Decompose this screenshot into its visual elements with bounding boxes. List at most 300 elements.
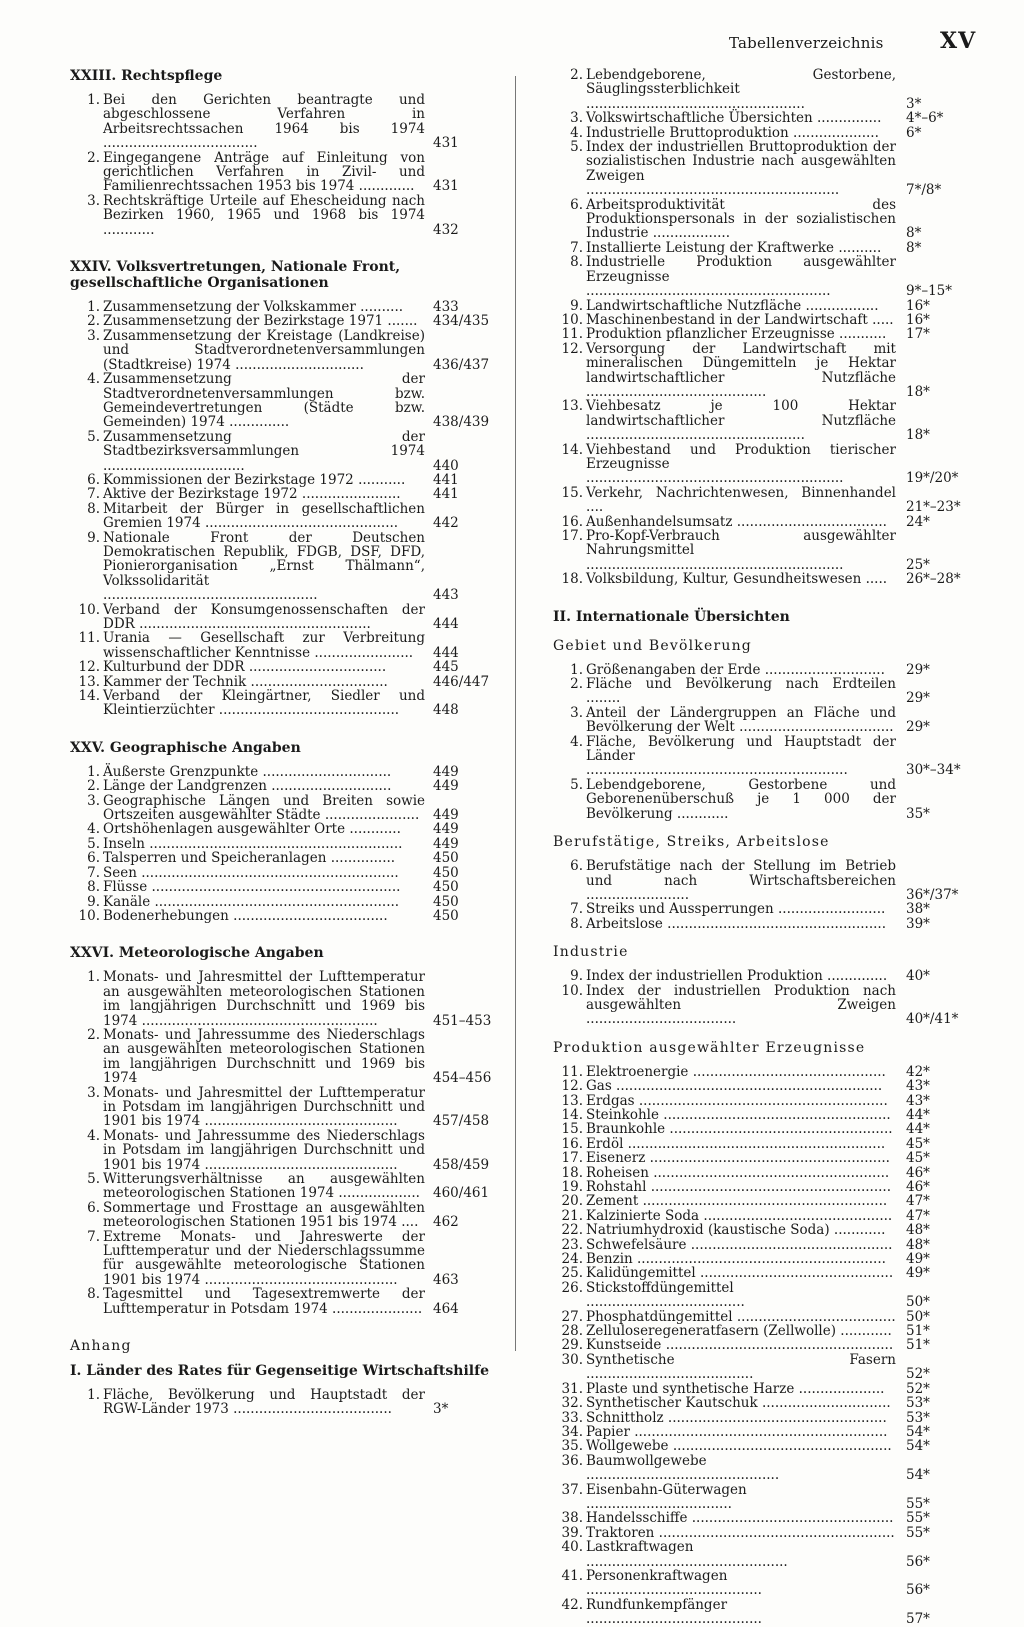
entry-page: 448 [433, 702, 459, 719]
entry-title: Eisenbahn-Güterwagen .................................. [586, 1481, 747, 1512]
toc-entry[interactable] [70, 837, 495, 851]
entry-title: Pro-Kopf-Verbrauch ausgewählter Nahrungsmittel ............................................................ [586, 528, 896, 573]
entry-title: Seen ............................................................ [103, 864, 399, 881]
entry-number: 33. [561, 1409, 583, 1426]
entry-title: Flüsse .......................................................... [103, 879, 401, 896]
entry-page: 451–453 [433, 1012, 492, 1029]
subsection-heading: Gebiet und Bevölkerung [553, 637, 752, 654]
toc-entry[interactable] [70, 1201, 495, 1230]
entry-title: Verband der Kleingärtner, Siedler und Kleintierzüchter .......................................... [103, 688, 425, 719]
toc-entry[interactable] [553, 126, 968, 140]
toc-entry[interactable] [553, 1324, 968, 1338]
entry-title: Länge der Landgrenzen ............................ [103, 778, 392, 795]
entry-title: Arbeitslose ................................................... [586, 915, 887, 932]
toc-entry[interactable] [70, 851, 495, 865]
section-heading: XXVI. Meteorologische Angaben [70, 945, 324, 962]
toc-entry[interactable] [70, 1086, 495, 1129]
entry-page: 21*–23* [906, 499, 961, 516]
entry-number: 8. [87, 500, 100, 517]
toc-entry[interactable] [553, 1180, 968, 1194]
toc-entry[interactable] [70, 895, 495, 909]
toc-entry[interactable] [553, 1266, 968, 1280]
entry-number: 23. [561, 1236, 583, 1253]
entry-page: 35* [906, 805, 930, 822]
toc-entry[interactable] [553, 735, 968, 778]
entry-page: 441 [433, 486, 459, 503]
toc-entry[interactable] [553, 1526, 968, 1540]
entry-title: Eisenerz ........................................................ [586, 1150, 890, 1167]
entry-page: 457/458 [433, 1113, 490, 1130]
toc-entry[interactable] [70, 689, 495, 718]
entry-title: Arbeitsproduktivität des Produktionspersonals in der sozialistischen Industrie .................. [586, 196, 896, 242]
entry-number: 18. [561, 1164, 583, 1181]
toc-entry[interactable] [70, 631, 495, 660]
entry-title: Monats- und Jahressumme des Niederschlags an ausgewählten meteorologischen Stationen im langjährigen Durchschnitt und 1969 bis 1974 [103, 1026, 425, 1087]
entry-title: Maschinenbestand in der Landwirtschaft ..... [586, 311, 894, 328]
entry-title: Industrielle Produktion ausgewählter Erzeugnisse ......................................................... [586, 254, 896, 300]
entry-page: 445 [433, 659, 459, 676]
entry-page: 44* [906, 1106, 930, 1123]
toc-entry[interactable] [70, 880, 495, 894]
entry-page: 51* [906, 1337, 930, 1354]
entry-page: 49* [906, 1265, 930, 1282]
toc-entry[interactable] [553, 443, 968, 486]
section-heading: XXIII. Rechtspflege [70, 68, 223, 84]
entry-number: 3. [87, 792, 100, 809]
entry-number: 10. [78, 907, 100, 924]
entry-number: 26. [561, 1279, 583, 1296]
entry-page: 50* [906, 1294, 930, 1311]
entry-number: 4. [570, 733, 583, 750]
entry-number: 21. [561, 1207, 583, 1224]
entry-number: 32. [561, 1395, 583, 1412]
entry-number: 7. [570, 901, 583, 918]
toc-entry[interactable] [70, 794, 495, 823]
entry-page: 449 [433, 763, 459, 780]
entry-title: Schwefelsäure ............................................... [586, 1236, 893, 1253]
entry-number: 16. [561, 1135, 583, 1152]
entry-page: 431 [433, 178, 459, 195]
entry-title: Lastkraftwagen ............................................... [586, 1539, 788, 1570]
entry-title: Verband der Konsumgenossenschaften der DDR ...................................................... [103, 601, 425, 632]
entry-number: 1. [87, 299, 100, 316]
entry-page: 432 [433, 221, 459, 238]
entry-number: 4. [87, 371, 100, 388]
entry-page: 54* [906, 1423, 930, 1440]
toc-entry[interactable] [70, 1388, 495, 1417]
entry-page: 464 [433, 1300, 459, 1317]
toc-entry[interactable] [553, 677, 968, 706]
entry-title: Roheisen ....................................................... [586, 1164, 890, 1181]
entry-page: 440 [433, 457, 459, 474]
entry-page: 56* [906, 1582, 930, 1599]
entry-title: Nationale Front der Deutschen Demokratischen Republik, FDGB, DSF, DFD, Pionierorganisation „Ernst Thälmann“, Volkssolidarität .................................................. [103, 529, 425, 604]
toc-entry[interactable] [553, 1094, 968, 1108]
entry-title: Zusammensetzung der Bezirkstage 1971 ....... [103, 313, 418, 330]
entry-title: Zelluloseregeneratfasern (Zellwolle) ............ [586, 1323, 892, 1340]
entry-number: 6. [87, 1199, 100, 1216]
toc-entry[interactable] [553, 706, 968, 735]
entry-number: 40. [561, 1539, 583, 1556]
entry-number: 7. [87, 486, 100, 503]
entry-page: 48* [906, 1222, 930, 1239]
entry-title: Aktive der Bezirkstage 1972 ....................... [103, 486, 401, 503]
toc-entry[interactable] [70, 430, 495, 473]
entry-title: Verkehr, Nachrichtenwesen, Binnenhandel .... [586, 484, 896, 516]
toc-entry[interactable] [70, 487, 495, 501]
entry-title: Urania — Gesellschaft zur Verbreitung wissenschaftlicher Kenntnisse ....................... [103, 630, 425, 661]
toc-entry[interactable] [553, 111, 968, 125]
entry-title: Handelsschiffe ............................................... [586, 1510, 894, 1527]
entry-number: 28. [561, 1323, 583, 1340]
entry-page: 43* [906, 1092, 930, 1109]
toc-entry[interactable] [553, 1223, 968, 1237]
entry-title: Zusammensetzung der Stadtbezirksversammlungen 1974 ................................. [103, 428, 425, 474]
toc-entry[interactable] [553, 1310, 968, 1324]
section-heading: II. Internationale Übersichten [553, 608, 790, 625]
toc-entry[interactable] [553, 1483, 968, 1512]
column-divider [515, 76, 516, 1351]
toc-entry[interactable] [553, 1540, 968, 1569]
entry-page: 450 [433, 864, 459, 881]
entry-title: Rohstahl ........................................................ [586, 1179, 892, 1195]
entry-page: 56* [906, 1553, 930, 1570]
entry-title: Traktoren ....................................................... [586, 1524, 895, 1541]
entry-page: 449 [433, 835, 459, 852]
entry-title: Plaste und synthetische Harze .................... [586, 1380, 885, 1397]
entry-title: Landwirtschaftliche Nutzfläche ................. [586, 297, 879, 314]
toc-entry[interactable] [553, 1194, 968, 1208]
toc-entry[interactable] [553, 1079, 968, 1093]
entry-page: 49* [906, 1251, 930, 1268]
entry-page: 55* [906, 1495, 930, 1512]
entry-page: 46* [906, 1164, 930, 1181]
entry-title: Viehbestand und Produktion tierischer Erzeugnisse ............................................................ [586, 441, 896, 487]
entry-page: 9*–15* [906, 283, 953, 300]
entry-number: 42. [561, 1596, 583, 1613]
entry-page: 48* [906, 1236, 930, 1253]
toc-entry[interactable] [70, 151, 495, 194]
entry-title: Streiks und Aussperrungen ......................... [586, 901, 886, 918]
entry-page: 443 [433, 587, 459, 604]
toc-entry[interactable] [553, 778, 968, 821]
toc-entry[interactable] [70, 603, 495, 632]
entry-title: Installierte Leistung der Kraftwerke .......... [586, 239, 882, 256]
entry-number: 4. [87, 1127, 100, 1144]
toc-entry[interactable] [70, 779, 495, 793]
entry-number: 14. [78, 688, 100, 705]
entry-number: 9. [570, 297, 583, 314]
entry-page: 18* [906, 427, 930, 444]
toc-entry[interactable] [70, 194, 495, 237]
toc-entry[interactable] [553, 198, 968, 241]
entry-title: Äußerste Grenzpunkte .............................. [103, 763, 392, 780]
toc-entry[interactable] [70, 909, 495, 923]
entry-page: 444 [433, 616, 459, 632]
entry-number: 4. [87, 821, 100, 838]
entry-number: 18. [561, 571, 583, 588]
toc-entry[interactable] [70, 1028, 495, 1086]
entry-title: Erdgas .......................................................... [586, 1092, 888, 1109]
appendix-label: Anhang [70, 1338, 132, 1355]
entry-title: Inseln ........................................................... [103, 835, 403, 852]
entry-page: 46* [906, 1179, 930, 1195]
entry-title: Schnittholz ................................................... [586, 1409, 887, 1426]
toc-entry[interactable] [553, 1511, 968, 1525]
entry-title: Extreme Monats- und Jahreswerte der Lufttemperatur und der Niederschlagssumme für ausgewählte meteorologische Stationen 1901 bis 1974 ............................................. [103, 1228, 425, 1288]
entry-page: 25* [906, 556, 930, 573]
entry-title: Volksbildung, Kultur, Gesundheitswesen ..... [586, 571, 888, 588]
entry-title: Tagesmittel und Tagesextremwerte der Lufttemperatur in Potsdam 1974 ..................... [103, 1286, 425, 1317]
toc-entry[interactable] [553, 241, 968, 255]
entry-title: Braunkohle .................................................... [586, 1121, 893, 1138]
entry-number: 29. [561, 1337, 583, 1354]
entry-page: 29* [906, 719, 930, 736]
entry-title: Elektroenergie ............................................. [586, 1063, 886, 1080]
entry-title: Papier ........................................................... [586, 1423, 888, 1440]
toc-entry[interactable] [553, 1108, 968, 1122]
toc-entry[interactable] [553, 1439, 968, 1453]
left-column [70, 68, 495, 1417]
entry-page: 6* [906, 124, 922, 141]
toc-entry[interactable] [553, 1353, 968, 1382]
entry-page: 16* [906, 311, 930, 328]
toc-entry[interactable] [553, 1382, 968, 1396]
entry-title: Synthetischer Kautschuk .............................. [586, 1395, 891, 1412]
entry-title: Fläche, Bevölkerung und Hauptstadt der RGW-Länder 1973 ..................................... [103, 1387, 425, 1418]
toc-entry[interactable] [70, 1172, 495, 1201]
entry-number: 9. [87, 893, 100, 910]
toc-entry[interactable] [70, 822, 495, 836]
entry-page: 54* [906, 1467, 930, 1484]
toc-entry[interactable] [70, 866, 495, 880]
entry-title: Viehbesatz je 100 Hektar landwirtschaftlicher Nutzfläche ................................................... [586, 398, 896, 444]
toc-entry[interactable] [553, 1598, 968, 1627]
entry-title: Synthetische Fasern ....................................... [586, 1351, 896, 1383]
entry-number: 14. [561, 1106, 583, 1123]
toc-entry[interactable] [553, 1338, 968, 1352]
toc-entry[interactable] [553, 1122, 968, 1136]
entry-title: Lebendgeborene, Gestorbene und Geborenenüberschuß je 1 000 der Bevölkerung ............ [586, 776, 896, 822]
entry-page: 43* [906, 1078, 930, 1095]
toc-entry[interactable] [70, 660, 495, 674]
toc-entry[interactable] [70, 1230, 495, 1288]
entry-number: 41. [561, 1567, 583, 1584]
toc-entry[interactable] [553, 969, 968, 983]
entry-number: 36. [561, 1452, 583, 1469]
entry-number: 8. [87, 879, 100, 896]
entry-page: 446/447 [433, 673, 490, 690]
entry-title: Monats- und Jahressumme des Niederschlags in Potsdam im langjährigen Durchschnitt und 1901 bis 1974 ............................................. [103, 1127, 425, 1173]
toc-entry[interactable] [553, 255, 968, 298]
entry-page: 30*–34* [906, 762, 961, 779]
entry-page: 463 [433, 1271, 459, 1288]
entry-page: 39* [906, 915, 930, 932]
entry-page: 8* [906, 225, 922, 242]
toc-entry[interactable] [553, 1137, 968, 1151]
entry-title: Monats- und Jahresmittel der Lufttemperatur in Potsdam im langjährigen Durchschnitt und 1901 bis 1974 ............................................. [103, 1084, 425, 1130]
section-heading: XXV. Geographische Angaben [70, 739, 301, 756]
entry-page: 52* [906, 1366, 930, 1383]
entry-number: 1. [87, 1387, 100, 1404]
entry-number: 2. [87, 778, 100, 795]
entry-title: Anteil der Ländergruppen an Fläche und Bevölkerung der Welt .................................... [586, 704, 896, 736]
toc-entry[interactable] [70, 372, 495, 430]
entry-number: 8. [570, 254, 583, 271]
entry-number: 9. [87, 529, 100, 546]
toc-entry[interactable] [553, 1281, 968, 1310]
toc-entry[interactable] [553, 1238, 968, 1252]
entry-title: Kalzinierte Soda ............................................ [586, 1207, 893, 1224]
toc-entry[interactable] [553, 1065, 968, 1079]
entry-title: Ortshöhenlagen ausgewählter Orte ............ [103, 821, 401, 838]
entry-number: 6. [87, 471, 100, 488]
entry-number: 27. [561, 1308, 583, 1325]
entry-page: 450 [433, 879, 459, 896]
toc-entry[interactable] [70, 329, 495, 372]
toc-entry[interactable] [70, 502, 495, 531]
entry-number: 19. [561, 1179, 583, 1195]
entry-title: Kulturbund der DDR ................................ [103, 659, 387, 676]
right-column [553, 68, 968, 1627]
toc-entry[interactable] [553, 299, 968, 313]
toc-entry[interactable] [553, 399, 968, 442]
entry-number: 3. [87, 327, 100, 344]
entry-number: 38. [561, 1510, 583, 1527]
toc-entry[interactable] [553, 1454, 968, 1483]
toc-entry[interactable] [70, 314, 495, 328]
toc-entry[interactable] [553, 529, 968, 572]
entry-page: 18* [906, 383, 930, 400]
toc-entry[interactable] [553, 1252, 968, 1266]
toc-entry[interactable] [553, 1209, 968, 1223]
toc-entry[interactable] [70, 1287, 495, 1316]
entry-title: Zusammensetzung der Stadtverordnetenversammlungen bzw. Gemeindevertretungen (Städte bzw. Gemeinden) 1974 .............. [103, 371, 425, 431]
toc-entry[interactable] [553, 902, 968, 916]
toc-entry[interactable] [553, 1411, 968, 1425]
toc-entry[interactable] [553, 515, 968, 529]
entry-title: Witterungsverhältnisse an ausgewählten meteorologischen Stationen 1974 ................... [103, 1171, 425, 1202]
entry-number: 14. [561, 441, 583, 458]
entry-number: 2. [570, 676, 583, 693]
entry-page: 436/437 [433, 356, 490, 373]
entry-title: Rechtskräftige Urteile auf Ehescheidung nach Bezirken 1960, 1965 und 1968 bis 1974 ............ [103, 192, 425, 238]
entry-number: 3. [570, 704, 583, 721]
entry-page: 434/435 [433, 313, 490, 330]
toc-entry[interactable] [553, 140, 968, 198]
toc-entry[interactable] [553, 917, 968, 931]
toc-entry[interactable] [553, 1425, 968, 1439]
entry-number: 2. [570, 67, 583, 83]
toc-entry[interactable] [553, 486, 968, 515]
entry-title: Sommertage und Frosttage an ausgewählten meteorologischen Stationen 1951 bis 1974 .... [103, 1199, 425, 1231]
toc-entry[interactable] [553, 1151, 968, 1165]
entry-title: Kammer der Technik ................................ [103, 673, 388, 690]
entry-number: 5. [570, 776, 583, 793]
entry-page: 441 [433, 471, 459, 488]
entry-title: Zement ......................................................... [586, 1193, 888, 1210]
entry-title: Baumwollgewebe ............................................. [586, 1452, 780, 1484]
entry-title: Erdöl ............................................................ [586, 1135, 886, 1152]
entry-title: Index der industriellen Produktion nach ausgewählten Zweigen ................................... [586, 982, 896, 1028]
entry-title: Stickstoffdüngemittel ..................................... [586, 1279, 745, 1311]
entry-page: 3* [433, 1401, 449, 1418]
entry-title: Berufstätige nach der Stellung im Betrieb und nach Wirtschaftsbereichen ........................ [586, 858, 896, 903]
entry-page: 449 [433, 821, 459, 838]
entry-title: Industrielle Bruttoproduktion .................... [586, 124, 879, 141]
entry-number: 30. [561, 1351, 583, 1368]
entry-number: 31. [561, 1380, 583, 1397]
entry-number: 13. [561, 1092, 583, 1109]
entry-number: 5. [87, 1171, 100, 1187]
entry-title: Index der industriellen Produktion .............. [586, 968, 888, 985]
subsection-heading: Industrie [553, 944, 629, 961]
entry-page: 47* [906, 1207, 930, 1224]
entry-title: Index der industriellen Bruttoproduktion der sozialistischen Industrie nach ausgewählten Zweigen ........................................................... [586, 139, 896, 199]
entry-title: Kunstseide ..................................................... [586, 1337, 894, 1354]
entry-page: 29* [906, 690, 930, 707]
entry-number: 39. [561, 1524, 583, 1541]
entry-number: 15. [561, 484, 583, 501]
toc-entry[interactable] [553, 572, 968, 586]
entry-title: Fläche, Bevölkerung und Hauptstadt der Länder ............................................................. [586, 733, 896, 779]
entry-title: Geographische Längen und Breiten sowie Ortszeiten ausgewählter Städte ...................... [103, 792, 425, 824]
entry-page: 431 [433, 135, 459, 152]
entry-title: Eingegangene Anträge auf Einleitung von gerichtlichen Verfahren in Zivil- und Familienrechtssachen 1953 bis 1974 ............. [103, 149, 425, 195]
toc-entry[interactable] [553, 1166, 968, 1180]
toc-entry[interactable] [70, 1129, 495, 1172]
entry-page: 17* [906, 326, 930, 343]
entry-number: 4. [570, 124, 583, 141]
toc-entry[interactable] [553, 342, 968, 400]
toc-entry[interactable] [553, 1569, 968, 1598]
toc-entry[interactable] [70, 765, 495, 779]
entry-number: 17. [561, 1150, 583, 1167]
entry-title: Zusammensetzung der Kreistage (Landkreise) und Stadtverordnetenversammlungen (Stadtkreise) 1974 .............................. [103, 327, 425, 373]
entry-title: Mitarbeit der Bürger in gesellschaftlichen Gremien 1974 ............................................. [103, 500, 425, 532]
toc-entry[interactable] [553, 859, 968, 902]
entry-title: Natriumhydroxid (kaustische Soda) ............ [586, 1222, 886, 1239]
entry-number: 1. [87, 763, 100, 780]
entry-number: 2. [87, 149, 100, 166]
entry-number: 20. [561, 1193, 583, 1210]
entry-page: 53* [906, 1395, 930, 1412]
toc-entry[interactable] [70, 300, 495, 314]
entry-number: 5. [570, 139, 583, 156]
entry-page: 55* [906, 1510, 930, 1527]
toc-entry[interactable] [553, 313, 968, 327]
toc-entry[interactable] [553, 327, 968, 341]
toc-entry[interactable] [70, 531, 495, 603]
entry-number: 5. [87, 428, 100, 445]
entry-title: Produktion pflanzlicher Erzeugnisse ........... [586, 326, 887, 343]
toc-entry[interactable] [70, 93, 495, 151]
toc-entry[interactable] [70, 675, 495, 689]
entry-page: 450 [433, 907, 459, 924]
toc-entry[interactable] [70, 970, 495, 1028]
entry-page: 55* [906, 1524, 930, 1541]
entry-number: 8. [87, 1286, 100, 1303]
toc-entry[interactable] [553, 1396, 968, 1410]
toc-entry[interactable] [553, 984, 968, 1027]
toc-entry[interactable] [553, 68, 968, 111]
entry-page: 42* [906, 1063, 930, 1080]
toc-entry[interactable] [553, 663, 968, 677]
toc-entry[interactable] [70, 473, 495, 487]
entry-page: 45* [906, 1150, 930, 1167]
subsection-heading: Berufstätige, Streiks, Arbeitslose [553, 834, 830, 851]
entry-page: 54* [906, 1438, 930, 1455]
